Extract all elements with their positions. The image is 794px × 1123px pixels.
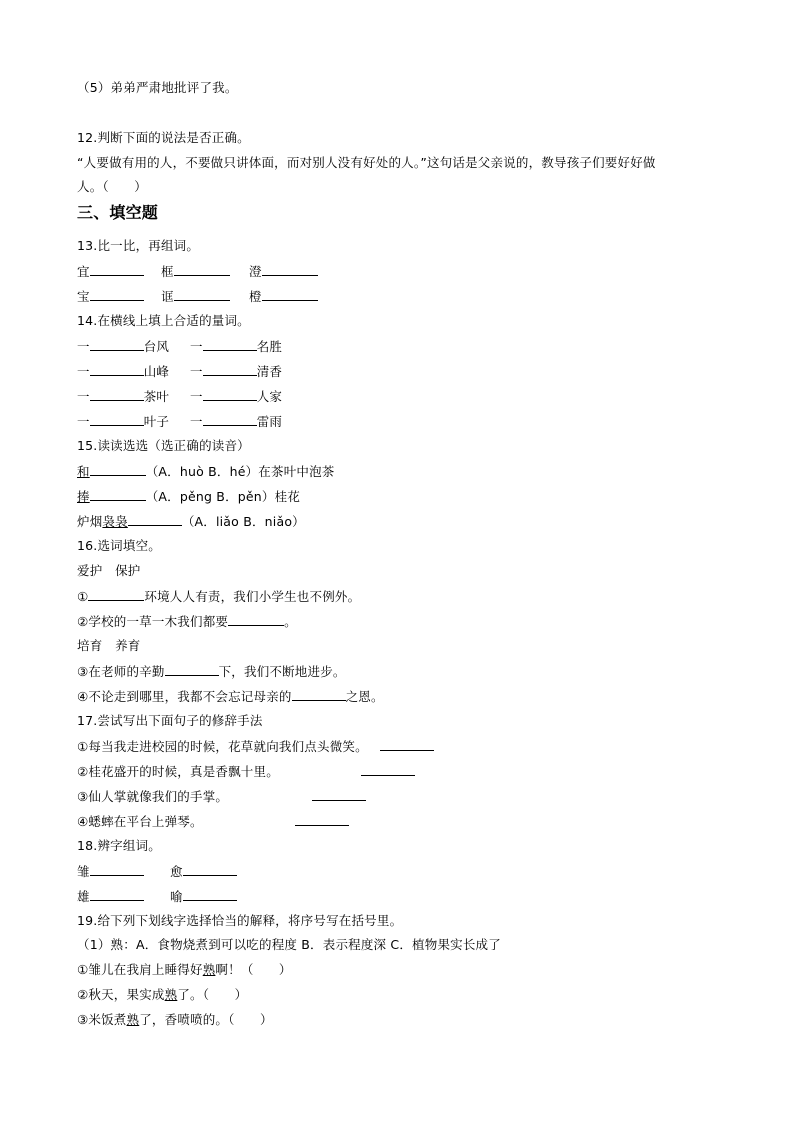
q19-title: 19.给下列下划线字选择恰当的解释，将序号写在括号里。 bbox=[77, 913, 403, 928]
q15-item-3 bbox=[77, 513, 305, 530]
sentence-text: 啊！（ ） bbox=[215, 962, 292, 977]
sentence-text: 了，香喷喷的。（ ） bbox=[139, 1012, 273, 1027]
sentence-text: ④不论走到哪里，我都不会忘记母亲的 bbox=[77, 689, 292, 704]
q14-word: 台风 bbox=[143, 339, 170, 354]
sentence-text: 了。（ ） bbox=[177, 987, 248, 1002]
q19-sub-1: （1）熟：A．食物烧煮到可以吃的程度 B．表示程度深 C．植物果实长成了 bbox=[77, 937, 501, 952]
q14-word: 清香 bbox=[256, 364, 283, 379]
q14-prefix: 一 bbox=[77, 389, 90, 404]
answer-blank[interactable] bbox=[88, 588, 144, 601]
q14-word: 名胜 bbox=[256, 339, 283, 354]
underlined-char: 袅袅 bbox=[102, 514, 128, 529]
answer-blank[interactable] bbox=[90, 863, 144, 876]
q14-prefix: 一 bbox=[190, 364, 203, 379]
q14-prefix: 一 bbox=[77, 414, 90, 429]
sentence-text: ①每当我走进校园的时候，花草就向我们点头微笑。 bbox=[77, 739, 368, 754]
q13-row-1 bbox=[77, 263, 377, 279]
answer-blank[interactable] bbox=[295, 813, 349, 826]
q13-char: 宜 bbox=[77, 264, 90, 279]
q19-item-2 bbox=[77, 987, 247, 1003]
sentence-text: ① bbox=[77, 589, 89, 604]
q13-char: 诓 bbox=[161, 289, 174, 304]
answer-blank[interactable] bbox=[203, 338, 257, 351]
q18-char: 喻 bbox=[170, 889, 183, 904]
answer-blank[interactable] bbox=[165, 663, 219, 676]
sentence-text: ③在老师的辛勤 bbox=[77, 664, 165, 679]
q18-char: 雄 bbox=[77, 889, 90, 904]
q11-item-5: （5）弟弟严肃地批评了我。 bbox=[77, 80, 238, 95]
q14-word: 叶子 bbox=[143, 414, 170, 429]
q19-item-3 bbox=[77, 1012, 273, 1028]
answer-blank[interactable] bbox=[90, 888, 144, 901]
q17-item-1 bbox=[77, 738, 434, 755]
sentence-text: ②秋天，果实成 bbox=[77, 987, 165, 1002]
q13-char: 橙 bbox=[249, 289, 262, 304]
answer-blank[interactable] bbox=[90, 413, 144, 426]
sentence-text: 之恩。 bbox=[345, 689, 384, 704]
q12-line-1: “人要做有用的人，不要做只讲体面，而对别人没有好处的人。”这句话是父亲说的，教导孩子们要好好做 bbox=[77, 155, 656, 170]
q16-title: 16.选词填空。 bbox=[77, 538, 161, 553]
q14-row bbox=[77, 388, 337, 404]
answer-blank[interactable] bbox=[90, 488, 146, 501]
answer-blank[interactable] bbox=[203, 388, 257, 401]
q14-prefix: 一 bbox=[190, 389, 203, 404]
answer-blank[interactable] bbox=[128, 513, 182, 526]
q14-row bbox=[77, 413, 337, 429]
q16-sentence-2 bbox=[77, 613, 297, 630]
q15-options: （A．huò B．hé）在茶叶中泡茶 bbox=[145, 464, 335, 479]
q18-title: 18.辨字组词。 bbox=[77, 838, 161, 853]
sentence-text: ③米饭煮 bbox=[77, 1012, 127, 1027]
answer-blank[interactable] bbox=[203, 363, 257, 376]
q13-row-2 bbox=[77, 288, 377, 304]
answer-blank[interactable] bbox=[174, 288, 230, 301]
answer-blank[interactable] bbox=[183, 863, 237, 876]
sentence-text: ②桂花盛开的时候，真是香飘十里。 bbox=[77, 764, 279, 779]
q13-char: 宝 bbox=[77, 289, 90, 304]
sentence-text: ②学校的一草一木我们都要 bbox=[77, 614, 229, 629]
q15-title: 15.读读选选（选正确的读音） bbox=[77, 438, 250, 453]
underlined-char: 熟 bbox=[202, 962, 216, 977]
answer-blank[interactable] bbox=[380, 738, 434, 751]
sentence-text: ③仙人掌就像我们的手掌。 bbox=[77, 789, 229, 804]
q17-item-2 bbox=[77, 763, 415, 780]
answer-blank[interactable] bbox=[174, 263, 230, 276]
underlined-char: 捧 bbox=[77, 489, 90, 504]
q17-item-4 bbox=[77, 813, 349, 830]
q16-sentence-3 bbox=[77, 663, 346, 680]
q19-item-1 bbox=[77, 962, 292, 978]
q17-item-3 bbox=[77, 788, 366, 805]
q14-word: 人家 bbox=[256, 389, 283, 404]
q13-char: 框 bbox=[161, 264, 174, 279]
answer-blank[interactable] bbox=[262, 288, 318, 301]
q15-item-1 bbox=[77, 463, 335, 480]
answer-blank[interactable] bbox=[90, 363, 144, 376]
q18-char: 愈 bbox=[170, 864, 183, 879]
q14-word: 茶叶 bbox=[143, 389, 170, 404]
q14-word: 山峰 bbox=[143, 364, 170, 379]
q16-sentence-4 bbox=[77, 688, 384, 705]
underlined-char: 熟 bbox=[126, 1012, 140, 1027]
q14-title: 14.在横线上填上合适的量词。 bbox=[77, 313, 250, 328]
answer-blank[interactable] bbox=[90, 288, 144, 301]
answer-blank[interactable] bbox=[262, 263, 318, 276]
section-heading: 三、填空题 bbox=[77, 203, 159, 222]
answer-blank[interactable] bbox=[292, 688, 346, 701]
q13-title: 13.比一比，再组词。 bbox=[77, 238, 200, 253]
q15-item-2 bbox=[77, 488, 300, 505]
answer-blank[interactable] bbox=[90, 388, 144, 401]
q14-row bbox=[77, 363, 337, 379]
q17-title: 17.尝试写出下面句子的修辞手法 bbox=[77, 713, 263, 728]
sentence-text: ①雏儿在我肩上睡得好 bbox=[77, 962, 203, 977]
sentence-text: 环境人人有责，我们小学生也不例外。 bbox=[144, 589, 361, 604]
q18-row-1 bbox=[77, 863, 277, 879]
answer-blank[interactable] bbox=[183, 888, 237, 901]
underlined-char: 和 bbox=[77, 464, 90, 479]
q15-prefix: 炉烟 bbox=[77, 514, 103, 529]
q14-row bbox=[77, 338, 337, 354]
answer-blank[interactable] bbox=[312, 788, 366, 801]
answer-blank[interactable] bbox=[90, 463, 146, 476]
answer-blank[interactable] bbox=[90, 263, 144, 276]
q15-options: （A．pěng B．pěn）桂花 bbox=[145, 489, 301, 504]
q14-prefix: 一 bbox=[77, 339, 90, 354]
underlined-char: 熟 bbox=[164, 987, 178, 1002]
sentence-text: ④蟋蟀在平台上弹琴。 bbox=[77, 814, 203, 829]
q14-word: 雷雨 bbox=[256, 414, 283, 429]
q16-word-choices-1: 爱护 保护 bbox=[77, 563, 141, 578]
answer-blank[interactable] bbox=[203, 413, 257, 426]
q16-sentence-1 bbox=[77, 588, 360, 605]
sentence-text: 。 bbox=[284, 614, 297, 629]
q12-line-2: 人。（ ） bbox=[77, 179, 147, 194]
answer-blank[interactable] bbox=[228, 613, 284, 626]
answer-blank[interactable] bbox=[361, 763, 415, 776]
sentence-text: 下，我们不断地进步。 bbox=[218, 664, 346, 679]
answer-blank[interactable] bbox=[90, 338, 144, 351]
q14-prefix: 一 bbox=[190, 339, 203, 354]
q14-prefix: 一 bbox=[77, 364, 90, 379]
q14-prefix: 一 bbox=[190, 414, 203, 429]
q18-char: 雏 bbox=[77, 864, 90, 879]
q15-options: （A．liǎo B．niǎo） bbox=[181, 514, 305, 529]
q13-char: 澄 bbox=[249, 264, 262, 279]
q16-word-choices-2: 培育 养育 bbox=[77, 638, 141, 653]
q12-title: 12.判断下面的说法是否正确。 bbox=[77, 130, 250, 145]
q18-row-2 bbox=[77, 888, 277, 904]
